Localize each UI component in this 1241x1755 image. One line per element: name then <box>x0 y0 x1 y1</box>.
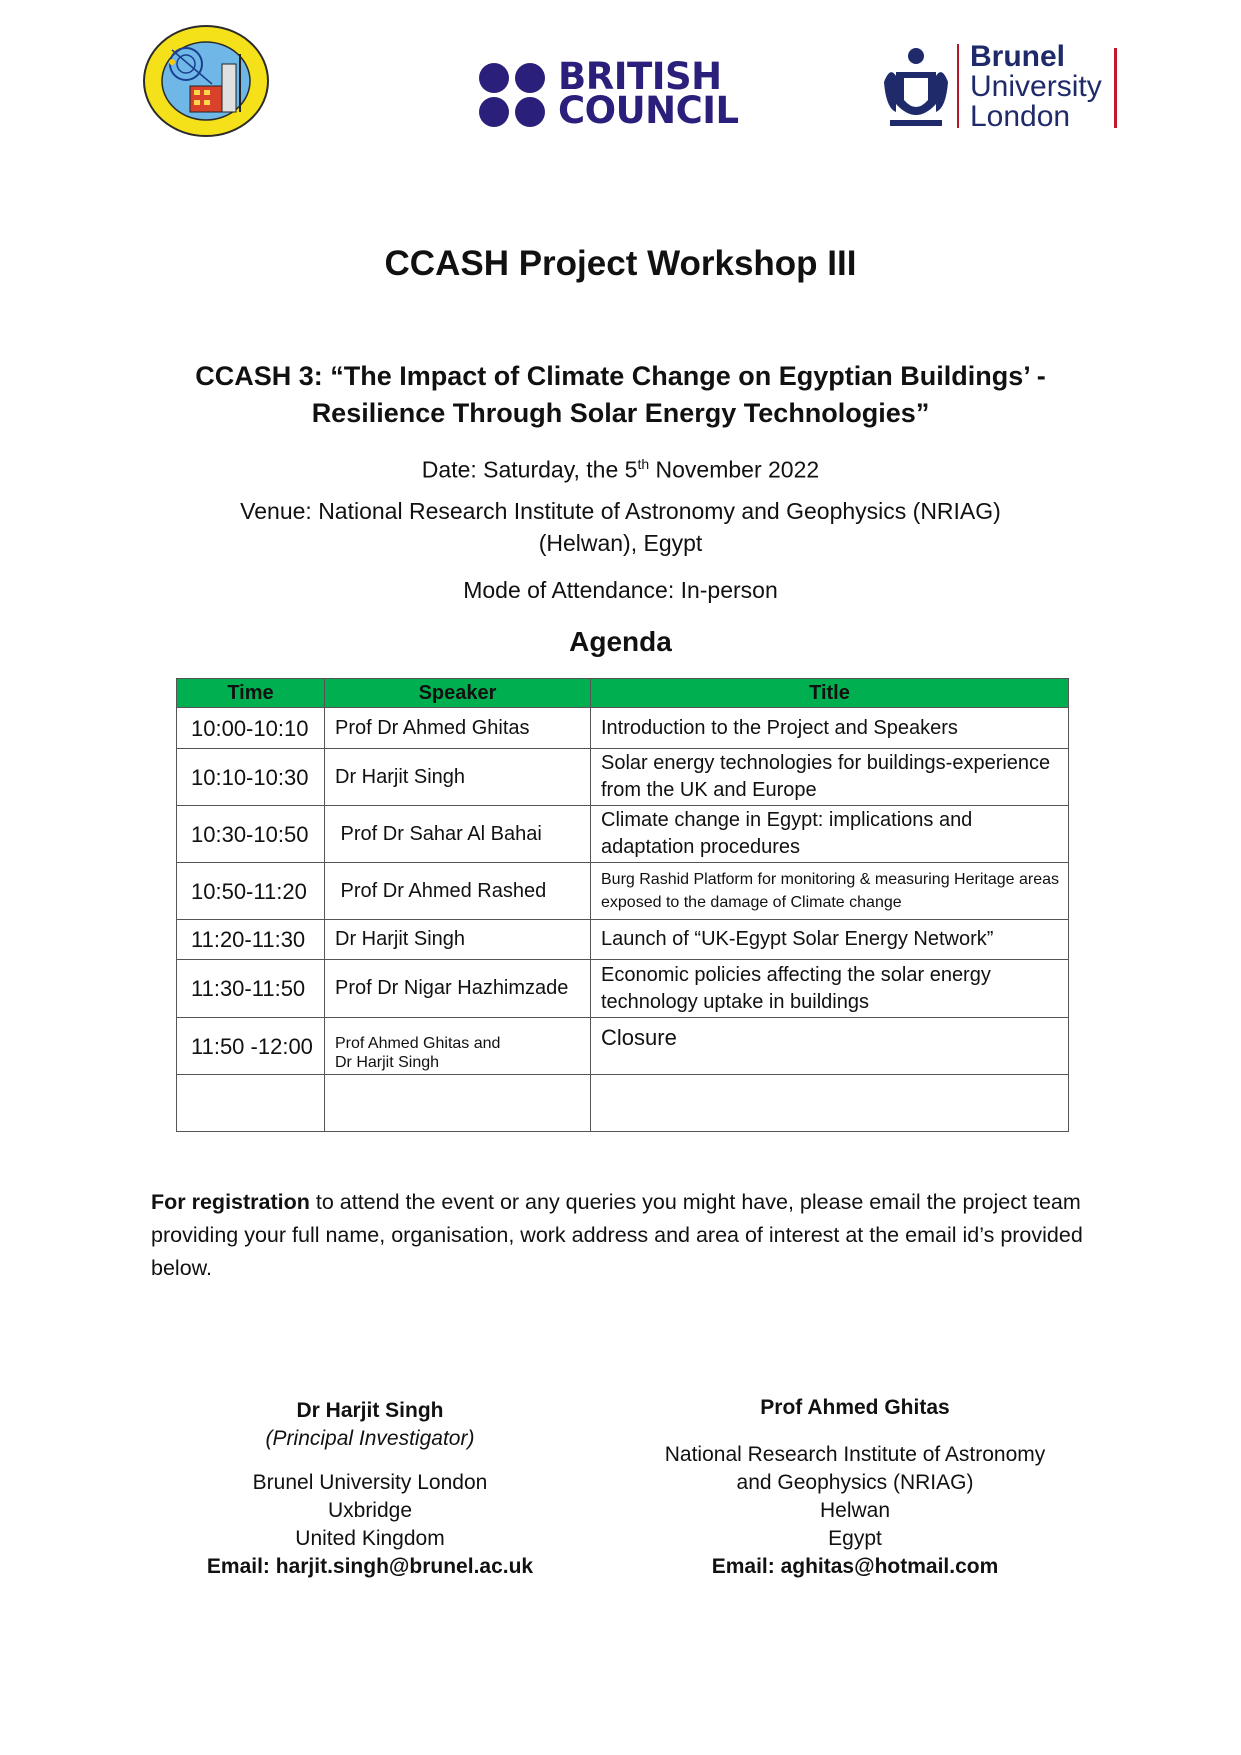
british-council-logo <box>478 55 739 132</box>
registration-bold: For registration <box>151 1190 310 1214</box>
brunel-crest-icon <box>880 42 952 132</box>
row-speaker: Prof Dr Ahmed Ghitas <box>325 708 591 749</box>
row-time: 10:30-10:50 <box>177 806 325 863</box>
speaker-line2: Dr Harjit Singh <box>335 1054 440 1071</box>
registration-text: to attend the event or any queries you might have, please email the project team providing your full name, organisation, work address and area of interest at the email id’s provided below. <box>151 1190 1083 1280</box>
british-council-line1: BRITISH <box>558 55 722 98</box>
table-header-row <box>177 679 1069 708</box>
row-title: Economic policies affecting the solar energy technology uptake in buildings <box>591 960 1069 1018</box>
contact-right-org-line2: and Geophysics (NRIAG) <box>736 1471 974 1494</box>
contact-left-name: Dr Harjit Singh <box>296 1399 444 1422</box>
row-title: Closure <box>591 1018 1069 1075</box>
contact-left-country: United Kingdom <box>295 1527 445 1550</box>
date-prefix: Date: Saturday, the 5 <box>421 456 638 483</box>
empty-cell <box>325 1075 591 1132</box>
venue-line1: Venue: National Research Institute of Astronomy and Geophysics (NRIAG) <box>240 498 1001 524</box>
empty-cell <box>177 1075 325 1132</box>
contact-right <box>640 1394 1070 1581</box>
british-council-dots-icon <box>478 62 548 128</box>
contact-right-city: Helwan <box>819 1499 891 1522</box>
date-sup: th <box>637 456 650 472</box>
empty-cell <box>591 1075 1069 1132</box>
agenda-table <box>176 678 1069 1132</box>
header-title: Title <box>591 679 1069 708</box>
row-speaker: Prof Dr Ahmed Rashed <box>325 863 591 920</box>
brunel-line1: Brunel <box>970 40 1066 73</box>
contact-right-email[interactable]: Email: aghitas@hotmail.com <box>711 1555 999 1578</box>
speaker-line1: Prof Ahmed Ghitas and <box>335 1035 501 1052</box>
brunel-line3: London <box>970 100 1071 133</box>
contact-right-org-line1: National Research Institute of Astronomy <box>664 1443 1046 1466</box>
row-time: 10:10-10:30 <box>177 749 325 806</box>
nriag-logo <box>142 24 270 138</box>
contact-left-city: Uxbridge <box>327 1499 413 1522</box>
event-date <box>140 448 1101 486</box>
contact-left-role: (Principal Investigator) <box>265 1427 475 1450</box>
row-speaker <box>325 1018 591 1075</box>
row-time: 10:50-11:20 <box>177 863 325 920</box>
workshop-subtitle <box>140 358 1101 432</box>
row-title: Climate change in Egypt: implications and adaptation procedures <box>591 806 1069 863</box>
header-time: Time <box>177 679 325 708</box>
contact-left-org: Brunel University London <box>252 1471 488 1494</box>
attendance-mode: Mode of Attendance: In-person <box>463 577 778 603</box>
agenda-heading: Agenda <box>569 626 672 657</box>
row-speaker: Prof Dr Nigar Hazhimzade <box>325 960 591 1018</box>
table-row <box>177 749 1069 806</box>
date-suffix: November 2022 <box>649 456 820 483</box>
brunel-logo <box>880 42 1120 132</box>
row-title: Burg Rashid Platform for monitoring & measuring Heritage areas exposed to the damage of Climate change <box>591 863 1069 920</box>
british-council-line2: COUNCIL <box>558 89 739 132</box>
brunel-line2: University <box>970 70 1102 103</box>
table-row <box>177 708 1069 749</box>
subtitle-line2: Resilience Through Solar Energy Technologies” <box>311 398 930 428</box>
contact-left <box>195 1397 545 1581</box>
table-row-empty <box>177 1075 1069 1132</box>
row-time: 11:50 -12:00 <box>177 1018 325 1075</box>
row-speaker: Prof Dr Sahar Al Bahai <box>325 806 591 863</box>
contact-right-name: Prof Ahmed Ghitas <box>760 1396 950 1419</box>
table-row <box>177 920 1069 960</box>
row-time: 10:00-10:10 <box>177 708 325 749</box>
contact-left-email[interactable]: Email: harjit.singh@brunel.ac.uk <box>206 1555 534 1578</box>
page-title: CCASH Project Workshop III <box>384 244 857 283</box>
table-row <box>177 806 1069 863</box>
row-speaker: Dr Harjit Singh <box>325 920 591 960</box>
row-title: Solar energy technologies for buildings-experience from the UK and Europe <box>591 749 1069 806</box>
header-speaker: Speaker <box>325 679 591 708</box>
subtitle-line1: CCASH 3: “The Impact of Climate Change on Egyptian Buildings’ - <box>195 361 1046 391</box>
table-row <box>177 1018 1069 1075</box>
venue-line2: (Helwan), Egypt <box>538 530 703 556</box>
table-row <box>177 960 1069 1018</box>
row-time: 11:30-11:50 <box>177 960 325 1018</box>
event-venue <box>140 495 1101 559</box>
row-title: Launch of “UK-Egypt Solar Energy Network” <box>591 920 1069 960</box>
contact-right-country: Egypt <box>828 1527 882 1550</box>
row-title: Introduction to the Project and Speakers <box>591 708 1069 749</box>
row-time: 11:20-11:30 <box>177 920 325 960</box>
table-row <box>177 863 1069 920</box>
row-speaker: Dr Harjit Singh <box>325 749 591 806</box>
registration-paragraph <box>151 1186 1095 1285</box>
